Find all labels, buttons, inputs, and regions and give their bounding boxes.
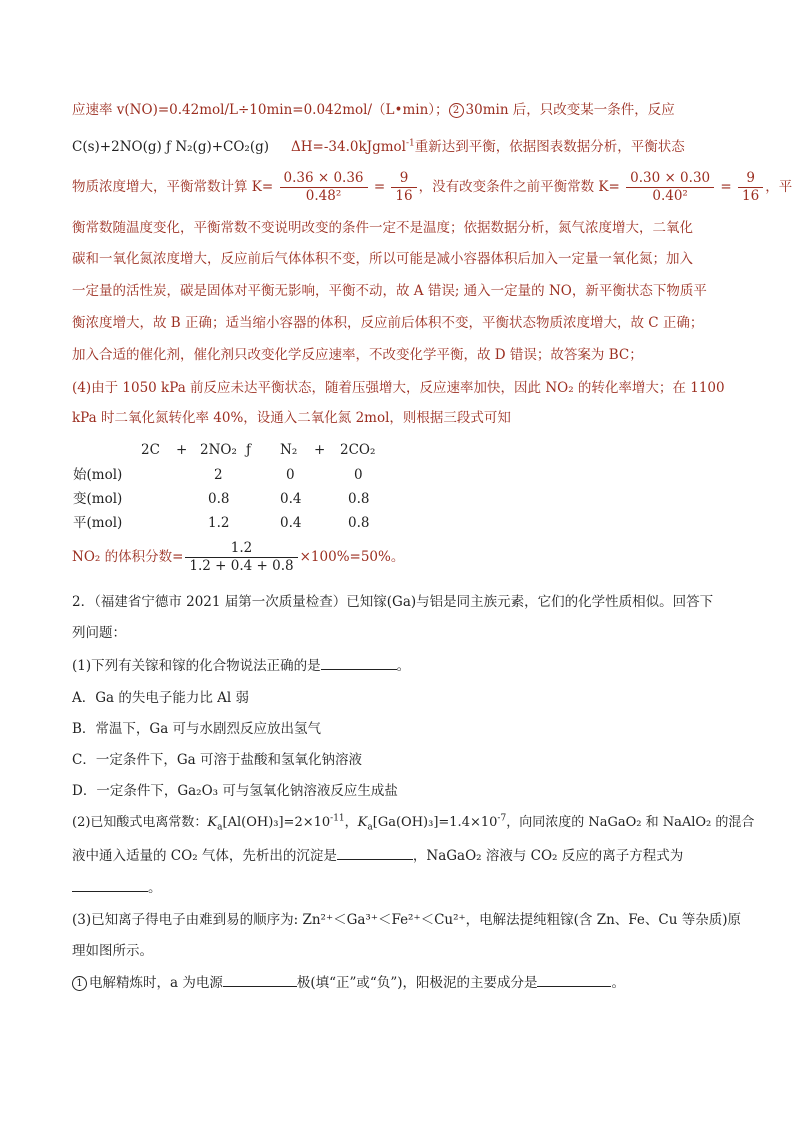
answer-blank[interactable] [223,972,297,987]
circled-number: 1 [72,976,87,991]
answer-line-8: 加入合适的催化剂，催化剂只改变化学反应速率，不改变化学平衡，故 D 错误；故答案为 BC； [72,347,643,363]
ka-ga: [Ga(OH)₃]=1.4×10 [372,815,498,830]
question-2-sub1 [72,655,722,676]
exponent: -11 [330,813,345,824]
answer-blank[interactable] [337,845,413,860]
k-subscript: a [367,822,373,833]
question-2-sub2-line3 [72,877,722,898]
denominator: 16 [742,188,760,204]
k-symbol: K [357,815,368,830]
fraction-k-new [280,171,368,204]
k-symbol: K [207,815,218,830]
denominator: 1.2 + 0.4 + 0.8 [189,558,294,574]
answer-blank[interactable] [537,972,611,987]
answer-line-5: 碳和一氧化氮浓度增大，反应前后气体体积不变，所以可能是减小容器体积后加入一定量一氧化氮；加入 [72,251,693,267]
table-header-cell: + [314,442,326,458]
ka-al: [Al(OH)₃]=2×10 [222,815,331,830]
result-prefix: NO₂ 的体积分数= [72,549,184,565]
option-b: B．常温下，Ga 可与水剧烈反应放出氢气 [72,721,322,737]
option-c: C．一定条件下，Ga 可溶于盐酸和氢氧化钠溶液 [72,752,362,768]
text-ping: ，平 [765,179,793,195]
text-condition: 30min 后，只改变某一条件，反应 [465,102,675,118]
question-2-sub3: (3)已知离子得电子由难到易的顺序为: Zn²⁺＜Ga³⁺＜Fe²⁺＜Cu²⁺，电解法提纯粗镓(含 Zn、Fe、Cu 等杂质)原 [72,912,741,928]
answer-line-4: 衡常数随温度变化，平衡常数不变说明改变的条件一定不是温度；依据数据分析，氮气浓度增大，二氧化 [72,220,693,236]
table-header-cell: + [176,442,188,458]
question-2-sub2-line2 [72,845,722,866]
table-header-cell: 2C [141,442,160,458]
sub2-end: 。 [148,880,162,896]
reaction-equation: C(s)+2NO(g) ƒ N₂(g)+CO₂(g) [72,139,270,155]
sub3-q1-end: 。 [611,975,625,991]
result-suffix: ×100%=50%。 [299,549,405,565]
fraction-9-16-b [738,171,763,204]
numerator: 0.36 × 0.36 [280,171,368,188]
fraction-k-old [626,171,714,204]
table-cell: 0.4 [280,491,302,507]
question-2-intro: 2．（福建省宁德市 2021 届第一次质量检查）已知镓(Ga)与铝是同主族元素，它们的化学性质相似。回答下 [72,594,714,610]
question-2-sub2 [72,813,755,833]
k-subscript: a [217,822,223,833]
option-d: D．一定条件下，Ga₂O₃ 可与氢氧化钠溶液反应生成盐 [72,783,398,799]
sub2-equation: ，NaGaO₂ 溶液与 CO₂ 反应的离子方程式为 [412,848,684,864]
table-cell: 2 [214,467,223,483]
question-2-sub3-cont: 理如图所示。 [72,943,153,959]
text-k-old: ，没有改变条件之前平衡常数 K= [418,179,620,195]
text-equilibrium: 重新达到平衡，依据图表数据分析，平衡状态 [414,139,685,155]
enthalpy [291,139,415,155]
denominator: 0.40² [652,188,688,204]
answer-line-9: (4)由于 1050 kPa 前反应未达平衡状态，随着压强增大，反应速率加快，因此 NO₂ 的转化率增大；在 1100 [72,380,725,396]
question-2-intro-cont: 列问题： [72,625,126,641]
table-cell: 0.8 [348,515,370,531]
answer-blank[interactable] [321,655,397,670]
equals-sign: = [373,179,386,195]
table-cell: 0 [286,467,295,483]
question-2-sub3-q1 [72,972,722,993]
numerator: 1.2 [185,541,297,558]
sub3-q1-text: 电解精炼时，a 为电源 [89,975,223,991]
table-row-label: 平(mol) [73,515,123,531]
table-cell: 0.4 [280,515,302,531]
comma: ， [344,815,358,830]
table-cell: 0.8 [208,491,230,507]
answer-line-3 [72,170,793,204]
result-line [72,540,722,574]
denominator: 16 [395,188,413,204]
enthalpy-value: ΔH=-34.0kJgmol [291,139,406,155]
exponent: -7 [497,813,507,824]
equals-sign: = [720,179,732,195]
result-fraction [185,541,297,574]
table-cell: 0.8 [348,491,370,507]
answer-line-7: 衡浓度增大，故 B 正确；适当缩小容器的体积，反应前后体积不变，平衡状态物质浓度增大，故 C 正确； [72,315,704,331]
answer-blank[interactable] [72,877,148,892]
denominator: 0.48² [305,188,342,204]
sub1-end: 。 [396,658,411,674]
numerator: 9 [738,171,763,188]
fraction-9-16 [391,171,416,204]
sub3-q1-anode: 极(填“正”或“负”)，阳极泥的主要成分是 [296,975,538,991]
table-row-label: 变(mol) [73,491,123,507]
option-a: A．Ga 的失电子能力比 Al 弱 [72,690,250,706]
text-rate: 应速率 v(NO)=0.42mol/L÷10min=0.042mol/（L•min）； [72,102,449,118]
numerator: 0.30 × 0.30 [626,171,714,188]
table-header-cell: 2NO₂ [200,442,237,458]
sub1-text: (1)下列有关镓和镓的化合物说法正确的是 [72,658,321,674]
numerator: 9 [391,171,416,188]
table-header-cell: ƒ [246,442,251,458]
sub2-text: (2)已知酸式电离常数： [72,815,208,830]
text-k-calc: 物质浓度增大，平衡常数计算 K= [72,179,274,195]
table-header-cell: N₂ [280,442,298,458]
table-cell: 1.2 [208,515,230,531]
enthalpy-exponent: -1 [405,138,415,149]
sub2-mix: ，向同浓度的 NaGaO₂ 和 NaAlO₂ 的混合 [506,815,755,830]
answer-line-6: 一定量的活性炭，碳是固体对平衡无影响，平衡不动，故 A 错误; 通入一定量的 NO，新平衡状态下物质平 [72,283,707,299]
table-header-cell: 2CO₂ [340,442,376,458]
table-cell: 0 [354,467,363,483]
circled-number: 2 [449,103,464,118]
answer-line-2 [72,137,722,157]
table-row-label: 始(mol) [73,467,123,483]
sub2-precipitate: 液中通入适量的 CO₂ 气体，先析出的沉淀是 [72,848,337,864]
answer-line-1 [72,100,722,120]
answer-line-10: kPa 时二氧化氮转化率 40%，设通入二氧化氮 2mol，则根据三段式可知 [72,410,511,426]
